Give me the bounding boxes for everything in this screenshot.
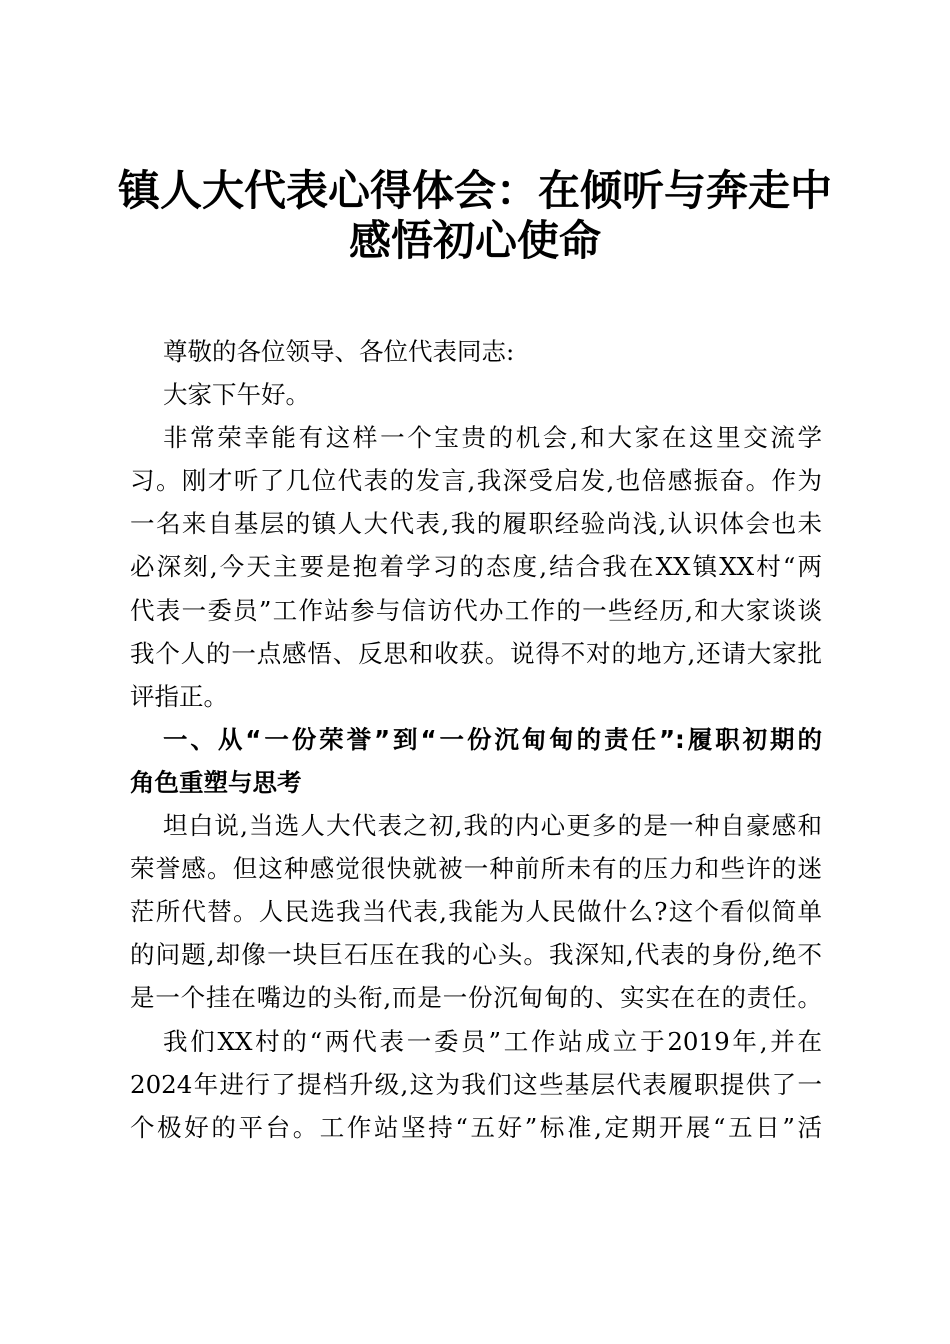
paragraph-line: 代表一委员”工作站参与信访代办工作的一些经历,和大家谈谈 [130,595,822,625]
paragraph-line: 必深刻,今天主要是抱着学习的态度,结合我在XX镇XX村“两 [130,552,822,582]
greeting: 大家下午好。 [163,380,310,410]
paragraph-line: 评指正。 [130,681,228,711]
section-1-paragraph-2 [130,1020,822,1149]
paragraph-line: 荣誉感。但这种感觉很快就被一种前所未有的压力和些许的迷 [130,854,822,884]
paragraph-line: 我个人的一点感悟、反思和收获。说得不对的地方,还请大家批 [130,638,822,668]
heading-line: 角色重塑与思考 [130,767,302,797]
intro-paragraph [130,416,822,718]
salutation: 尊敬的各位领导、各位代表同志: [163,337,515,366]
title-line-2: 感悟初心使命 [348,216,601,265]
paragraph-line: 我们XX村的“两代表一委员”工作站成立于2019年,并在 [163,1026,822,1056]
paragraph-line: 个极好的平台。工作站坚持“五好”标准,定期开展“五日”活 [130,1112,822,1142]
section-1-paragraph-1 [130,804,822,1019]
heading-line: 一、从“一份荣誉”到“一份沉甸甸的责任”:履职初期的 [163,724,822,754]
paragraph-line: 是一个挂在嘴边的头衔,而是一份沉甸甸的、实实在在的责任。 [130,983,822,1013]
paragraph-line: 茫所代替。人民选我当代表,我能为人民做什么?这个看似简单 [130,897,822,927]
document-body [130,330,822,1149]
paragraph-line: 坦白说,当选人大代表之初,我的内心更多的是一种自豪感和 [163,811,822,841]
document-title [100,166,850,266]
paragraph-line: 的问题,却像一块巨石压在我的心头。我深知,代表的身份,绝不 [130,940,822,970]
title-line-1: 镇人大代表心得体会：在倾听与奔走中 [117,166,832,215]
paragraph-line: 习。刚才听了几位代表的发言,我深受启发,也倍感振奋。作为 [130,466,822,496]
paragraph-line: 2024年进行了提档升级,这为我们这些基层代表履职提供了一 [130,1069,822,1099]
paragraph-line: 非常荣幸能有这样一个宝贵的机会,和大家在这里交流学 [163,423,822,453]
paragraph-line: 一名来自基层的镇人大代表,我的履职经验尚浅,认识体会也未 [130,509,822,539]
section-heading-1 [130,718,822,804]
